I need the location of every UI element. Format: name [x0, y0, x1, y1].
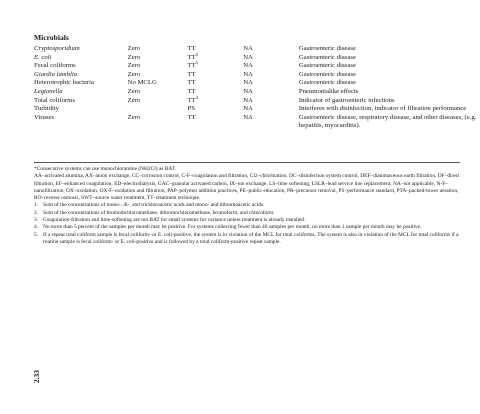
mclg-cell-text: Zero	[127, 45, 141, 52]
table-row	[34, 114, 480, 131]
note-number: 3.	[34, 217, 39, 224]
note-text: Coagulation-filtration and lime-softening are not BAT for small systems for variance unless treatment is already installed.	[43, 217, 306, 224]
numbered-note	[34, 232, 460, 247]
treatment-cell-text: TT	[187, 70, 196, 78]
treatment-cell-text: PS	[187, 105, 195, 113]
mclg-cell-text: Zero	[127, 87, 141, 95]
health-effects-cell	[299, 54, 480, 63]
mclg-cell-text: Zero	[127, 96, 141, 104]
mcl-cell	[243, 79, 299, 88]
microbials-table	[34, 45, 480, 131]
mcl-cell-text: NA	[243, 105, 253, 113]
note-number: 4.	[34, 224, 39, 231]
table-row	[34, 54, 480, 63]
treatment-cell	[188, 105, 244, 114]
mcl-cell-text: NA	[243, 53, 253, 61]
health-effects-cell-text: Interferes with disinfection, indicator of filtration performance	[298, 105, 467, 113]
mclg-cell	[128, 79, 188, 88]
footnote-divider	[34, 162, 460, 163]
mcl-cell	[243, 88, 299, 97]
health-effects-cell	[299, 105, 480, 114]
health-effects-cell	[299, 114, 480, 131]
mcl-cell	[243, 71, 299, 80]
treatment-cell-text: TT	[187, 62, 196, 70]
treatment-cell-text: TT	[187, 113, 196, 121]
contaminant-cell	[34, 88, 128, 97]
note-text: No more than 5 percent of the samples per month may be positive. For systems collecting fewer than 40 samples per month, no more than 1 sample per month may be positive.	[43, 224, 422, 231]
health-effects-cell	[299, 97, 480, 106]
mcl-cell	[243, 114, 299, 131]
numbered-note	[34, 202, 460, 209]
health-effects-cell-text: Pneumonialike effects	[298, 87, 359, 95]
mcl-cell-text: NA	[243, 70, 253, 78]
table-body	[34, 45, 480, 131]
contaminant-cell-text: E. coli	[34, 53, 52, 61]
health-effects-cell	[299, 79, 480, 88]
table-row	[34, 88, 480, 97]
note-text: Sum of the concentrations of bromodichloromethane, dibromochloromethane, bromoform, and chloroform.	[43, 209, 275, 216]
footnote-consecutive-systems: *Consecutive systems can use monochloramine (NH2Cl) as BAT.	[34, 166, 176, 172]
table-row	[34, 105, 480, 114]
contaminant-cell	[34, 105, 128, 114]
mcl-cell	[243, 62, 299, 71]
mcl-cell-text: NA	[243, 45, 253, 52]
numbered-notes	[34, 202, 460, 246]
mcl-cell	[243, 45, 299, 54]
contaminant-cell	[34, 62, 128, 71]
contaminant-cell	[34, 114, 128, 131]
treatment-cell-text: TT	[187, 96, 196, 104]
health-effects-cell-text: Gastroenteric disease	[298, 53, 356, 61]
table-row	[34, 79, 480, 88]
treatment-cell-text: TT	[187, 87, 196, 95]
contaminant-cell	[34, 54, 128, 63]
contaminant-cell	[34, 79, 128, 88]
contaminant-cell-text: Turbidity	[34, 105, 60, 113]
health-effects-cell-text: Gastroenteric disease	[298, 70, 356, 78]
contaminant-cell-text: Fecal coliforms	[34, 62, 76, 70]
mclg-cell	[128, 114, 188, 131]
treatment-cell-text: TT	[187, 79, 196, 87]
mclg-cell	[128, 97, 188, 106]
mcl-cell	[243, 54, 299, 63]
table-row	[34, 45, 480, 54]
health-effects-cell-text: Gastroenteric disease	[298, 79, 356, 87]
note-number: 5.	[34, 231, 39, 238]
mclg-cell	[128, 105, 188, 114]
mcl-cell	[243, 97, 299, 106]
mclg-cell	[128, 62, 188, 71]
mclg-cell	[128, 45, 188, 54]
health-effects-cell	[299, 62, 480, 71]
table-row	[34, 71, 480, 80]
mcl-cell-text: NA	[243, 87, 253, 95]
health-effects-cell-text: Gastroenteric disease	[298, 62, 356, 70]
treatment-cell-text: TT	[187, 45, 196, 52]
table-row	[34, 97, 480, 106]
numbered-note	[34, 224, 460, 231]
mclg-cell	[128, 54, 188, 63]
mclg-cell	[128, 88, 188, 97]
contaminant-cell-text: Legionella	[34, 87, 63, 95]
contaminant-cell	[34, 97, 128, 106]
note-text: Sum of the concentrations of mono-, di-, and trichloroacetic acids and mono- and dibromoacetic acids.	[43, 202, 265, 209]
mcl-cell-text: NA	[243, 113, 253, 121]
mclg-cell-text: Zero	[127, 113, 141, 121]
health-effects-cell-text: Indicator of gastroenteric infections	[298, 96, 395, 104]
footnote-marker: 5	[195, 60, 198, 66]
footnote-marker: 5	[195, 51, 198, 57]
mcl-cell	[243, 105, 299, 114]
contaminant-cell	[34, 71, 128, 80]
section-title: Microbials	[34, 33, 69, 42]
treatment-cell	[187, 94, 244, 106]
mclg-cell-text: No MCLG	[127, 79, 157, 87]
treatment-cell	[188, 114, 244, 131]
numbered-note	[34, 210, 460, 217]
treatment-cell-text: TT	[187, 53, 196, 61]
table-row	[34, 62, 480, 71]
footnote-abbreviations: AA–activated alumina, AX–anion exchange, CC–corrosion control, C-F–coagulation and filtration, Cl2–chlorination, DC–disinfection system control, DEF–diatomaceous earth filtration, DF–direct filtration, EF–enhanced coagulation, ED–electrodialysis, GAC–granular activated carbon, IX–ion exchange, LS–lime softening, LSLR–lead service line replacement, NA–not applicable, N-F–nanofiltration, OX–oxidation, OX-F–oxidation and filtration, PAP–polymer addition practices, PE–public education, PR–precursor removal, PS–performance standard, PTA–packed-tower aeration, RO–reverse osmosis, SWT–source water treatment, TT–treatment technique.	[34, 173, 460, 202]
note-number: 2.	[34, 209, 39, 216]
treatment-cell	[188, 71, 244, 80]
treatment-cell	[188, 62, 244, 71]
contaminant-cell-text: Cryptosporidium	[34, 45, 80, 52]
contaminant-cell-text: Heterotrophic bacteria	[34, 79, 94, 87]
mclg-cell	[128, 71, 188, 80]
mcl-cell-text: NA	[243, 96, 253, 104]
health-effects-cell-text: Gastroenteric disease	[298, 45, 356, 52]
contaminant-cell-text: Giardia lamblia	[34, 70, 78, 78]
mcl-cell-text: NA	[243, 62, 253, 70]
page-number: 2.33	[32, 369, 42, 384]
health-effects-cell	[299, 71, 480, 80]
mcl-cell-text: NA	[243, 79, 253, 87]
health-effects-cell	[299, 88, 480, 97]
footnotes	[34, 166, 460, 246]
mclg-cell-text: Zero	[127, 70, 141, 78]
mclg-cell-text: Zero	[127, 62, 141, 70]
contaminant-cell-text: Viruses	[34, 113, 55, 121]
health-effects-cell-text: Gastroenteric disease, respiratory disease, and other diseases, (e.g. hepatitis, myocarditis).	[298, 113, 477, 130]
contaminant-cell	[34, 45, 128, 54]
mclg-cell-text: Zero	[127, 53, 141, 61]
treatment-cell	[188, 79, 244, 88]
note-text: If a repeat total coliform sample is fecal coliform- or E. coli-positive, the system is in violation of the MCL for total coliforms. The system is also in violation of the MCL for total coliforms if a routine sample is fecal coliform- or E. coli-positive and is followed by a total coliform-positive repeat sample.	[43, 231, 459, 245]
health-effects-cell	[299, 45, 480, 54]
footnote-marker: 4	[195, 94, 198, 100]
contaminant-cell-text: Total coliforms	[34, 96, 75, 104]
note-number: 1.	[34, 202, 39, 209]
